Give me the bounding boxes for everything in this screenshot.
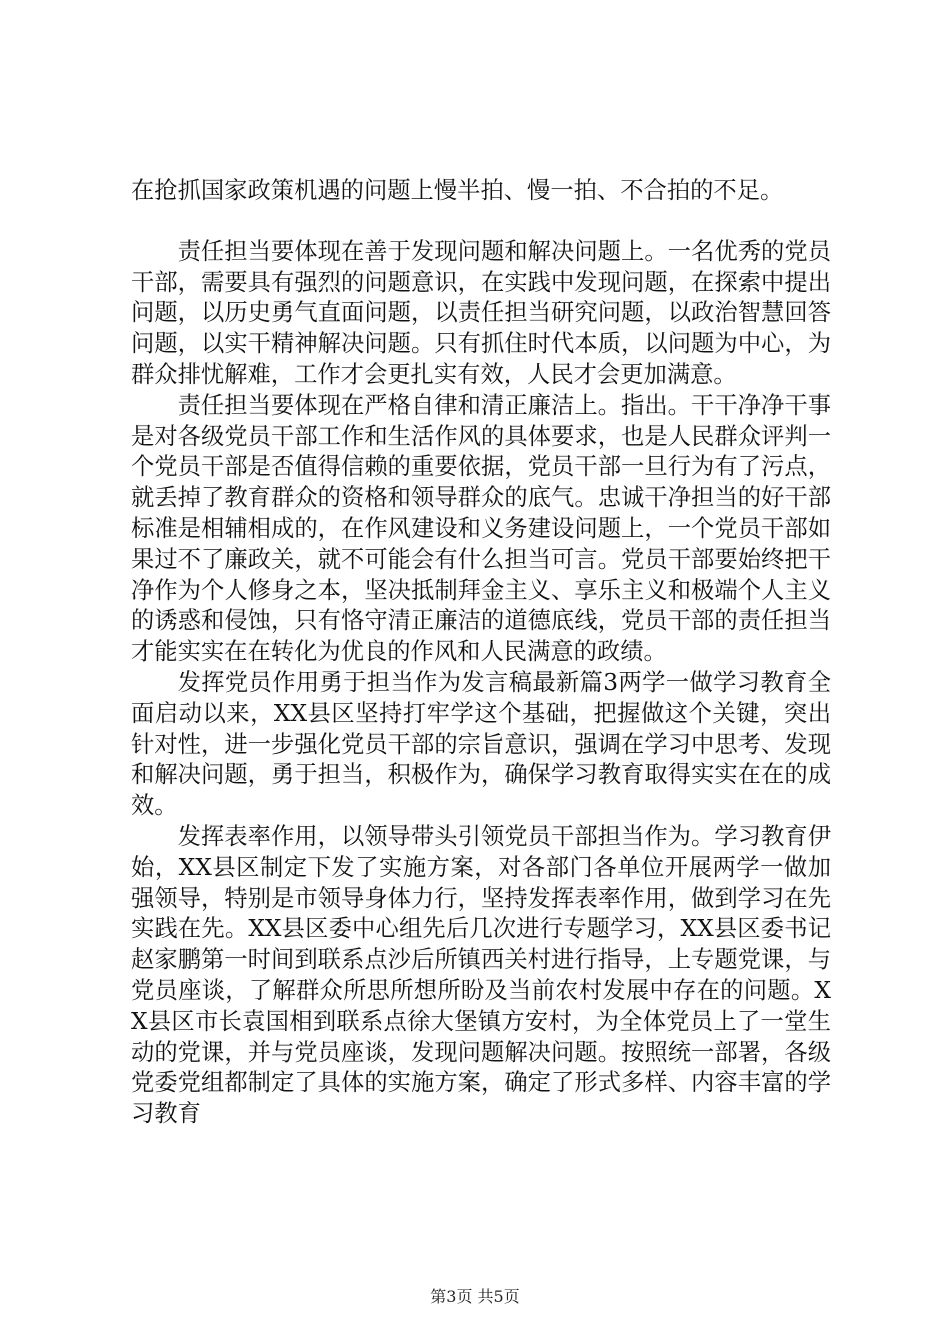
paragraph-2: 责任担当要体现在善于发现问题和解决问题上。一名优秀的党员干部，需要具有强烈的问题意识，在实践中发现问题，在探索中提出问题，以历史勇气直面问题，以责任担当研究问题，以政治智慧回答问题，以实干精神解决问题。只有抓住时代本质，以问题为中心，为群众排忧解难，工作才会更扎实有效，人民才会更加满意。 (131, 237, 831, 388)
paragraph-1: 在抢抓国家政策机遇的问题上慢半拍、慢一拍、不合拍的不足。 (131, 177, 784, 204)
document-body (131, 176, 831, 1130)
page-footer: 第3页 共5页 (430, 1287, 520, 1306)
paragraph-5: 发挥表率作用，以领导带头引领党员干部担当作为。学习教育伊始，XX县区制定下发了实施方案，对各部门各单位开展两学一做加强领导，特别是市领导身体力行，坚持发挥表率作用，做到学习在先实践在先。XX县区委中心组先后几次进行专题学习，XX县区委书记赵家鹏第一时间到联系点沙后所镇西关村进行指导，上专题党课，与党员座谈，了解群众所思所想所盼及当前农村发展中存在的问题。XX县区市长袁国相到联系点徐大堡镇方安村，为全体党员上了一堂生动的党课，并与党员座谈，发现问题解决问题。按照统一部署，各级党委党组都制定了具体的实施方案，确定了形式多样、内容丰富的学习教育 (131, 822, 831, 1128)
paragraph-3: 责任担当要体现在严格自律和清正廉洁上。指出。干干净净干事是对各级党员干部工作和生活作风的具体要求，也是人民群众评判一个党员干部是否值得信赖的重要依据，党员干部一旦行为有了污点，就丢掉了教育群众的资格和领导群众的底气。忠诚干净担当的好干部标准是相辅相成的，在作风建设和义务建设问题上，一个党员干部如果过不了廉政关，就不可能会有什么担当可言。党员干部要始终把干净作为个人修身之本，坚决抵制拜金主义、享乐主义和极端个人主义的诱惑和侵蚀，只有恪守清正廉洁的道德底线，党员干部的责任担当才能实实在在转化为优良的作风和人民满意的政绩。 (131, 391, 831, 666)
paragraph-4: 发挥党员作用勇于担当作为发言稿最新篇3两学一做学习教育全面启动以来，XX县区坚持打牢学这个基础，把握做这个关键，突出针对性，进一步强化党员干部的宗旨意识，强调在学习中思考、发现和解决问题，勇于担当，积极作为，确保学习教育取得实实在在的成效。 (131, 668, 831, 820)
